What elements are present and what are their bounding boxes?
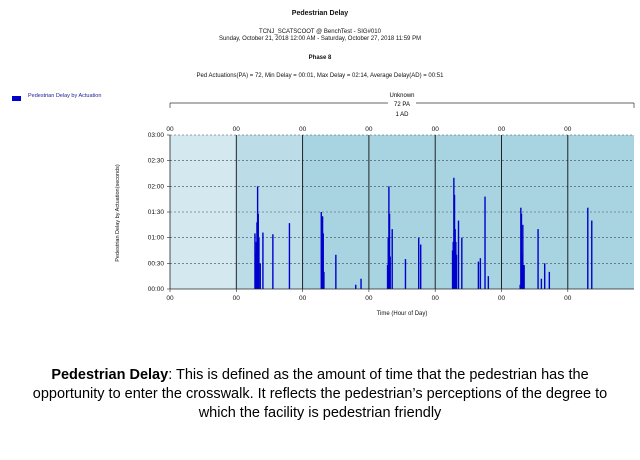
delay-bar: [523, 265, 524, 289]
delay-bar: [541, 279, 542, 289]
x-tick-label-bottom: 00: [298, 295, 307, 302]
delay-bar: [418, 238, 419, 289]
y-tick-label: 00:00: [147, 286, 164, 293]
delay-bar: [591, 221, 592, 289]
phase-label: Phase 8: [308, 55, 332, 61]
delay-bar: [289, 223, 290, 289]
x-tick-label-bottom: 00: [431, 295, 439, 302]
delay-bar: [258, 238, 259, 289]
x-tick-label-bottom: 00: [365, 295, 373, 302]
x-tick-label-top: 00: [365, 126, 373, 133]
delay-bar: [262, 233, 263, 289]
delay-bar: [392, 229, 393, 289]
x-tick-label-top: 00: [497, 126, 506, 133]
x-tick-label-top: 00: [564, 126, 572, 133]
y-tick-label: 01:00: [147, 234, 164, 242]
delay-bar: [484, 197, 485, 289]
delay-bar: [390, 256, 391, 289]
x-tick-label-bottom: 00: [497, 295, 506, 302]
plan-pa: 72 PA: [394, 102, 410, 108]
y-tick-label: 01:30: [147, 209, 164, 216]
delay-bar: [260, 263, 261, 289]
x-tick-label-top: 00: [431, 126, 439, 133]
delay-bar: [420, 245, 421, 289]
chart-title: Pedestrian Delay: [291, 10, 349, 17]
delay-bar: [323, 272, 324, 289]
delay-bar: [272, 234, 273, 289]
delay-bar: [478, 262, 479, 289]
delay-bar: [537, 229, 538, 289]
y-tick-label: 02:00: [147, 183, 164, 191]
delay-bar: [360, 279, 361, 289]
stats-summary: Ped Actuations(PA) = 72, Min Delay = 00:01, Max Delay = 02:14, Average Delay(AD) = 00:51: [196, 73, 444, 79]
delay-bar: [488, 276, 489, 289]
x-tick-label-top: 00: [298, 126, 307, 133]
plan-label: Unknown: [389, 93, 415, 99]
plot-bg-day-2: [236, 135, 302, 289]
x-tick-label-bottom: 00: [166, 295, 174, 302]
delay-bar: [461, 238, 462, 289]
chart-subtitle-location: TCNJ_SCATSCOOT @ BenchTest - SIG#010: [259, 29, 381, 35]
legend-label: Pedestrian Delay by Actuation: [28, 93, 102, 99]
chart-subtitle-daterange: Sunday, October 21, 2018 12:00 AM - Saturday, October 27, 2018 11:59 PM: [218, 36, 422, 42]
caption-text: : This is defined as the amount of time that the pedestrian has the opportunity to enter the crosswalk. It reflects the pedestrian’s perceptions of the degree to which the facility is pedestrian friendly: [32, 367, 608, 421]
x-tick-label-bottom: 00: [564, 295, 572, 302]
delay-bar: [355, 285, 356, 289]
y-tick-label: 03:00: [147, 132, 164, 139]
x-axis-label: Time (Hour of Day): [376, 311, 428, 317]
x-tick-label-top: 00: [166, 126, 174, 133]
delay-bar: [458, 221, 459, 289]
y-tick-label: 02:30: [147, 157, 164, 165]
x-tick-label-bottom: 00: [232, 295, 240, 302]
delay-bar: [549, 272, 550, 289]
caption: [20, 366, 620, 423]
delay-bar: [544, 263, 545, 289]
caption-term: Pedestrian Delay: [51, 367, 169, 383]
delay-bar: [405, 259, 406, 289]
y-axis-label: Pedestrian Delay by Actuation(seconds): [115, 164, 121, 262]
x-tick-label-top: 00: [232, 126, 240, 133]
delay-bar: [522, 225, 523, 289]
y-tick-label: 00:30: [147, 260, 164, 268]
delay-bar: [480, 258, 481, 289]
delay-bar: [335, 255, 336, 289]
delay-bar: [587, 208, 588, 289]
plan-ad: 1 AD: [395, 112, 409, 118]
delay-bar: [456, 255, 457, 289]
